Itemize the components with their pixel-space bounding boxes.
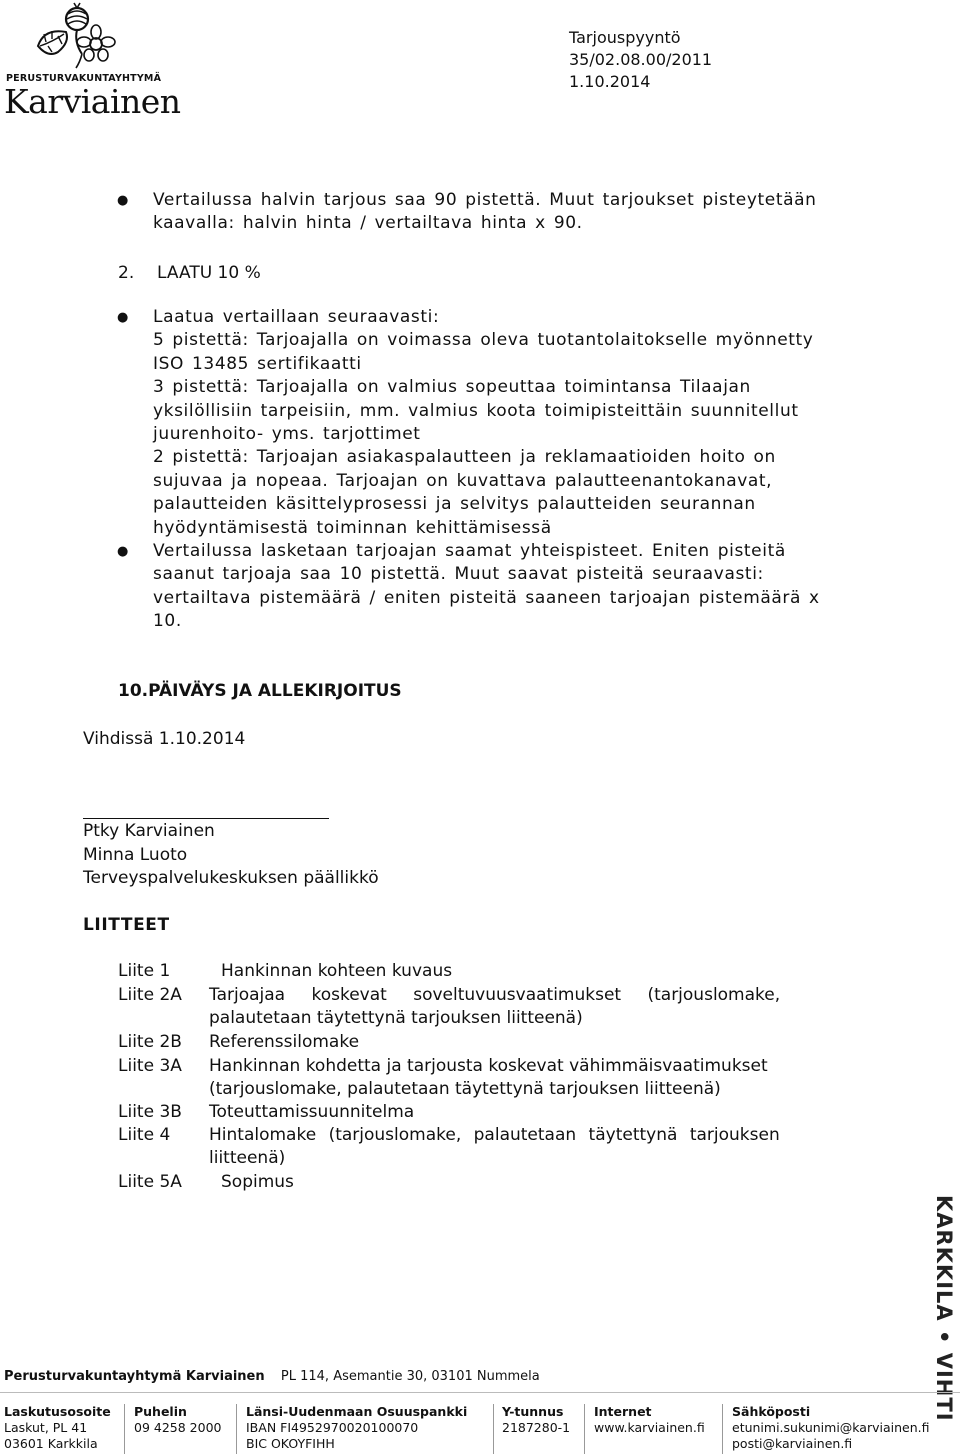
organization-logo [0,0,181,128]
text-line: Referenssilomake [209,1032,360,1052]
text-line: 2 pistettä: Tarjoajan asiakaspalautteen ja reklamaatioiden hoito on [153,447,776,468]
footer-column-line: 2187280-1 [502,1420,571,1435]
attachment-description [221,1171,871,1194]
text-line: juurenhoito- yms. tarjottimet [153,424,421,445]
text-line: saanut tarjoaja saa 10 pistettä. Muut saavat pisteitä seuraavasti: [153,564,764,585]
attachments-heading: LIITTEET [83,915,170,935]
attachment-label: Liite 3B [118,1102,182,1122]
footer-separator [493,1404,494,1454]
footer-column-bank [246,1404,467,1452]
signer-organization: Ptky Karviainen [83,821,215,841]
attachment-description [209,1055,859,1102]
logo-wordmark: Karviainen [4,82,181,121]
text-line: Vertailussa lasketaan tarjoajan saamat yhteispisteet. Eniten pisteitä [153,541,786,561]
bullet-marker [117,306,128,329]
text-line: Vertailussa halvin tarjous saa 90 pistettä. Muut tarjoukset pisteytetään [153,190,817,210]
footer-column-title: Länsi-Uudenmaan Osuuspankki [246,1404,468,1419]
text-line: Hankinnan kohdetta ja tarjousta koskevat vähimmäisvaatimukset [209,1056,768,1076]
price-scoring-paragraph [153,189,859,236]
attachment-row [118,1124,859,1171]
text-line: 10. [153,611,182,632]
footer-column-line: IBAN FI4952970020100070 [246,1420,419,1435]
text-line: (tarjouslomake, palautetaan täytettynä tarjouksen liitteenä) [209,1079,721,1100]
text-line: Hankinnan kohteen kuvaus [221,961,453,981]
document-date: 1.10.2014 [569,72,651,91]
footer-divider [0,1392,960,1393]
text-line: Laatua vertaillaan seuraavasti: [153,307,440,327]
attachment-label: Liite 1 [118,961,171,981]
footer-org-name: Perusturvakuntayhtymä Karviainen [4,1369,265,1384]
side-text: KARKKILA • VIHTI [932,1195,956,1422]
footer-column-billing [4,1404,111,1452]
total-score-paragraph [153,540,859,634]
document-number: 35/02.08.00/2011 [569,50,713,69]
text-line: sujuvaa ja nopeaa. Tarjoajan on kuvattava palautteenantokanavat, [153,470,773,491]
document-type: Tarjouspyyntö [569,28,681,47]
footer-column-title: Internet [594,1404,652,1419]
footer-separator [584,1404,585,1454]
text-line: liitteenä) [209,1148,286,1169]
text-line: kaavalla: halvin hinta / vertailtava hinta x 90. [153,213,583,234]
text-line: 5 pistettä: Tarjoajalla on voimassa oleva tuotantolaitokselle myönnetty [153,330,814,351]
attachment-description [209,1031,859,1054]
text-line: 3 pistettä: Tarjoajalla on valmius sopeuttaa toimintansa Tilaajan [153,377,751,398]
text-line: Sopimus [221,1172,294,1192]
footer-column-line: 09 4258 2000 [134,1420,222,1435]
municipalities-side-text [918,1195,958,1422]
attachment-label: Liite 2A [118,985,182,1005]
document-reference [569,27,712,93]
attachment-row [118,960,859,984]
footer-column-line: BIC OKOYFIHH [246,1436,335,1451]
signer-title: Terveyspalvelukeskuksen päällikkö [83,868,379,888]
place-and-date: Vihdissä 1.10.2014 [83,729,246,749]
attachment-description [209,984,859,1031]
text-line: ISO 13485 sertifikaatti [153,353,362,374]
footer-column-line: posti@karviainen.fi [732,1436,853,1451]
attachment-row [118,984,859,1031]
footer-column-line: Laskut, PL 41 [4,1420,88,1435]
text-line: vertailtava pistemäärä / eniten pisteitä saaneen tarjoajan pistemäärä x [153,587,820,608]
text-line: hyödyntämisestä toiminnan kehittämisessä [153,517,552,538]
footer-separator [124,1404,125,1454]
logo-subtitle: PERUSTURVAKUNTAYHTYMÄ [6,73,162,84]
section-2-heading [118,262,261,285]
footer-column-title: Puhelin [134,1404,187,1419]
attachment-row [118,1171,859,1195]
quality-criteria-paragraph [153,306,859,540]
footer-column-line: www.karviainen.fi [594,1420,705,1435]
footer-separator [236,1404,237,1454]
footer-column-internet [594,1404,705,1436]
signature-line [83,818,329,819]
section-title: LAATU 10 % [157,263,261,283]
attachment-label: Liite 5A [118,1172,182,1192]
footer-separator [722,1404,723,1454]
attachment-label: Liite 4 [118,1125,171,1145]
text-line: palautteiden käsittelyprosessi ja selvitys palautteiden seurannan [153,494,756,515]
footer-column-title: Y-tunnus [502,1404,564,1419]
signer-name: Minna Luoto [83,845,188,865]
text-line: Hintalomake (tarjouslomake, palautetaan täytettynä tarjouksen [209,1125,780,1145]
text-line: palautetaan täytettynä tarjouksen liitteenä) [209,1008,583,1029]
attachment-row [118,1101,859,1125]
footer-column-title: Sähköposti [732,1404,811,1419]
footer-column-email [732,1404,930,1452]
attachment-label: Liite 2B [118,1032,182,1052]
footer-column-business-id [502,1404,570,1436]
gooseberry-icon [30,2,122,72]
attachment-description [209,1124,859,1171]
footer-org-address: PL 114, Asemantie 30, 03101 Nummela [280,1369,540,1384]
bullet-marker [117,540,128,563]
text-line: yksilöllisiin tarpeisiin, mm. valmius koota toimipisteittäin suunnitellut [153,400,799,421]
section-number: 2. [118,263,135,283]
footer-column-line: etunimi.sukunimi@karviainen.fi [732,1420,930,1435]
footer-organization [4,1369,540,1384]
attachment-description [209,1101,859,1124]
attachment-description [221,960,871,983]
attachment-label: Liite 3A [118,1056,182,1076]
text-line: Tarjoajaa koskevat soveltuvuusvaatimukset (tarjouslomake, [209,985,781,1005]
bullet-marker [117,189,128,212]
footer-column-phone [134,1404,221,1436]
attachment-row [118,1031,859,1055]
footer-column-title: Laskutusosoite [4,1404,111,1419]
attachment-row [118,1055,859,1102]
section-10-heading: 10.PÄIVÄYS JA ALLEKIRJOITUS [118,681,402,701]
text-line: Toteuttamissuunnitelma [209,1102,415,1122]
footer-column-line: 03601 Karkkila [4,1436,98,1451]
